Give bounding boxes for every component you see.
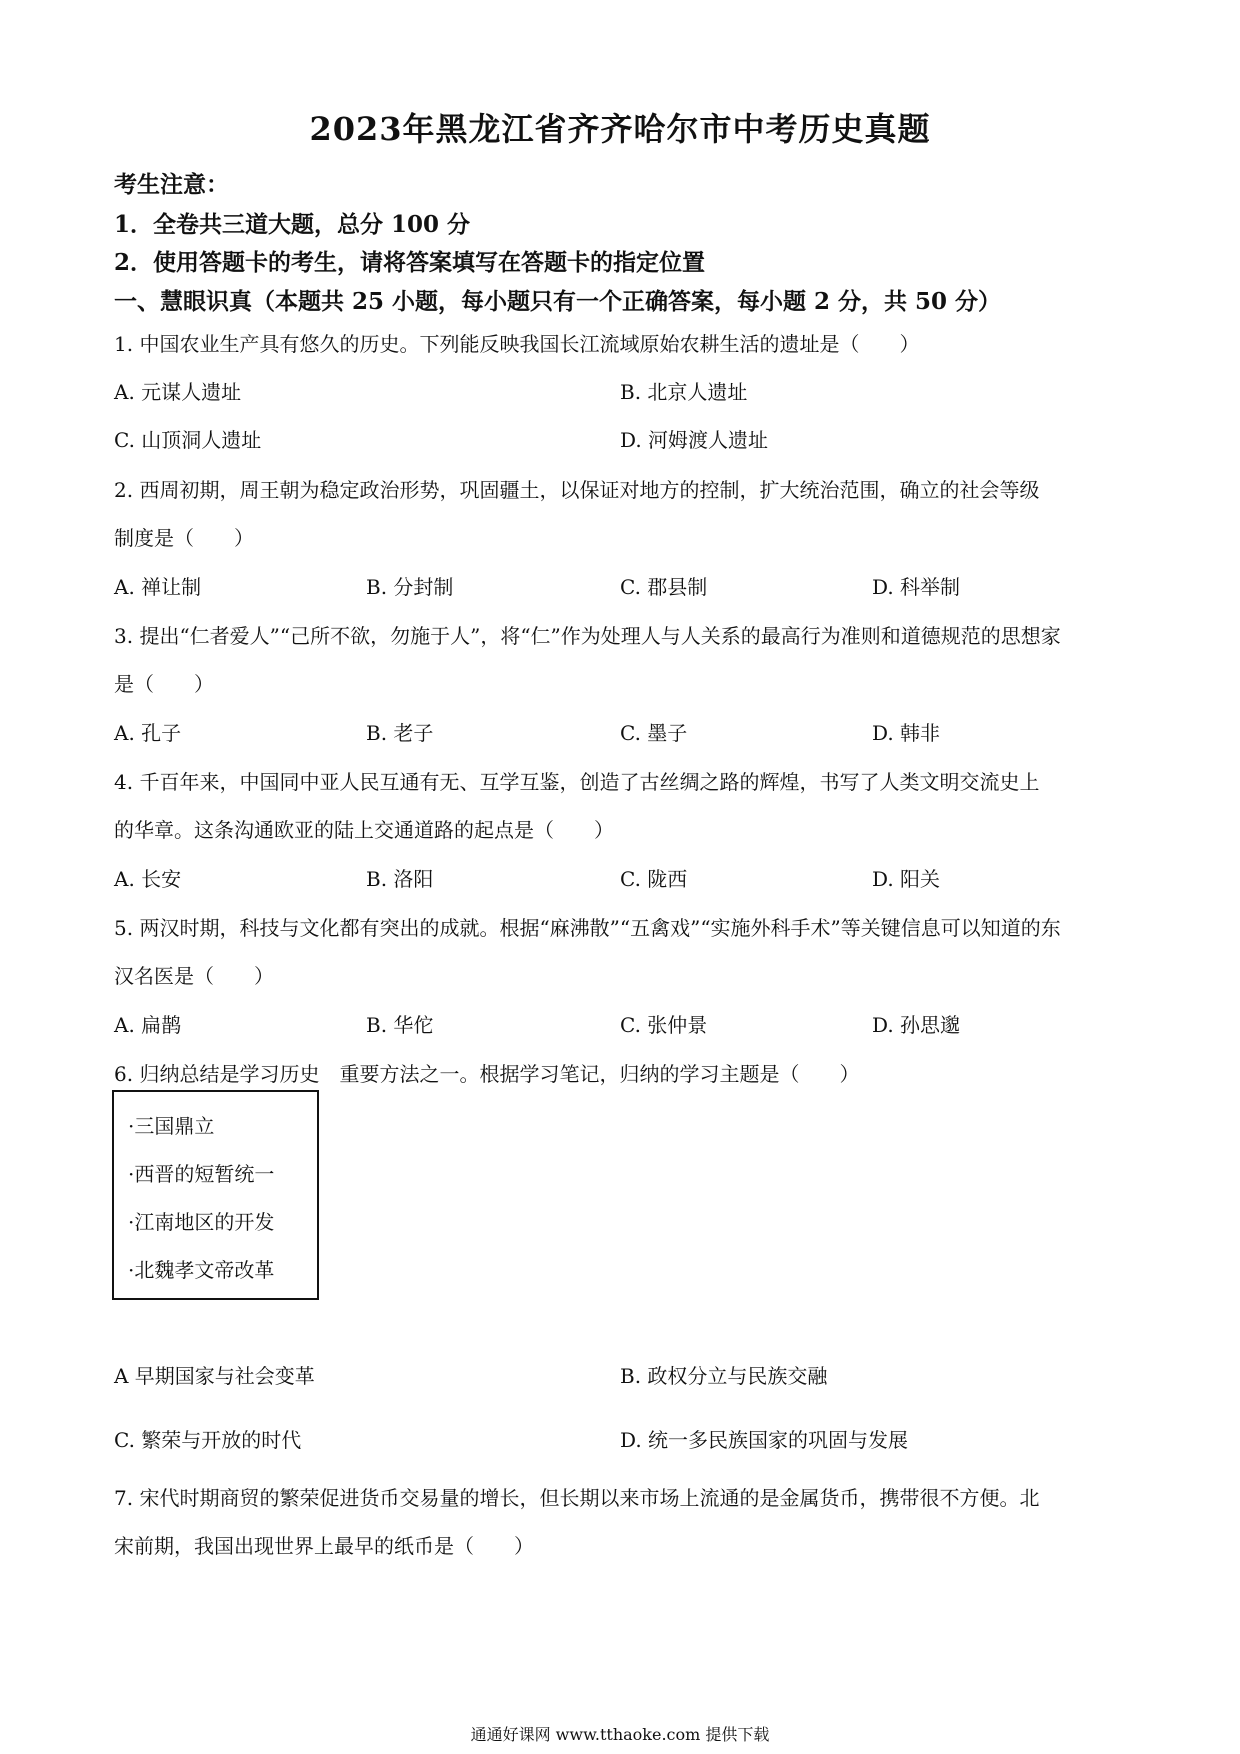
page-footer: 通通好课网 www.tthaoke.com 提供下载: [470, 1725, 770, 1744]
question-7-cont: 宋前期，我国出现世界上最早的纸币是（ ）: [114, 1534, 534, 1558]
note-item: ·三国鼎立: [128, 1114, 215, 1138]
q4-option-d: D. 阳关: [872, 867, 941, 891]
note-item: ·北魏孝文帝改革: [128, 1258, 275, 1282]
q1-option-a: A. 元谋人遗址: [114, 380, 242, 404]
q6-option-a: A 早期国家与社会变革: [114, 1364, 315, 1388]
q5-option-b: B. 华佗: [366, 1013, 434, 1037]
q2-option-d: D. 科举制: [872, 575, 961, 599]
study-notes-box: [112, 1090, 319, 1300]
note-item: ·西晋的短暂统一: [128, 1162, 275, 1186]
q1-option-d: D. 河姆渡人遗址: [620, 428, 769, 452]
question-2: 2. 西周初期，周王朝为稳定政治形势，巩固疆土，以保证对地方的控制，扩大统治范围，确立的社会等级: [114, 478, 1040, 502]
page-title: 2023年黑龙江省齐齐哈尔市中考历史真题: [309, 110, 931, 148]
q1-option-b: B. 北京人遗址: [620, 380, 748, 404]
q4-option-b: B. 洛阳: [366, 867, 434, 891]
note-item: ·江南地区的开发: [128, 1210, 275, 1234]
q3-option-c: C. 墨子: [620, 721, 688, 745]
question-4: 4. 千百年来，中国同中亚人民互通有无、互学互鉴，创造了古丝绸之路的辉煌，书写了人类文明交流史上: [114, 770, 1040, 794]
question-4-cont: 的华章。这条沟通欧亚的陆上交通道路的起点是（ ）: [114, 818, 614, 842]
q4-option-c: C. 陇西: [620, 867, 688, 891]
question-6: 6. 归纳总结是学习历史 重要方法之一。根据学习笔记，归纳的学习主题是（ ）: [114, 1062, 860, 1086]
question-3-cont: 是（ ）: [114, 672, 214, 696]
q3-option-d: D. 韩非: [872, 721, 941, 745]
q1-option-c: C. 山顶洞人遗址: [114, 428, 262, 452]
q5-option-a: A. 扁鹊: [114, 1013, 182, 1037]
q3-option-a: A. 孔子: [114, 721, 182, 745]
q6-option-c: C. 繁荣与开放的时代: [114, 1428, 302, 1452]
q6-option-b: B. 政权分立与民族交融: [620, 1364, 828, 1388]
q5-option-c: C. 张仲景: [620, 1013, 708, 1037]
question-5: 5. 两汉时期，科技与文化都有突出的成就。根据“麻沸散”“五禽戏”“实施外科手术”等关键信息可以知道的东: [114, 916, 1061, 940]
q3-option-b: B. 老子: [366, 721, 434, 745]
q2-option-a: A. 禅让制: [114, 575, 202, 599]
question-5-cont: 汉名医是（ ）: [114, 964, 274, 988]
notice-heading: 考生注意：: [114, 171, 229, 198]
notice-item-1: 1．全卷共三道大题，总分 100 分: [114, 211, 471, 238]
notice-item-2: 2．使用答题卡的考生，请将答案填写在答题卡的指定位置: [114, 249, 706, 276]
q5-option-d: D. 孙思邈: [872, 1013, 961, 1037]
q2-option-c: C. 郡县制: [620, 575, 708, 599]
question-3: 3. 提出“仁者爱人”“己所不欲，勿施于人”，将“仁”作为处理人与人关系的最高行为准则和道德规范的思想家: [114, 624, 1061, 648]
q6-option-d: D. 统一多民族国家的巩固与发展: [620, 1428, 909, 1452]
question-2-cont: 制度是（ ）: [114, 526, 254, 550]
q4-option-a: A. 长安: [114, 867, 182, 891]
section-heading: 一、慧眼识真（本题共 25 小题，每小题只有一个正确答案，每小题 2 分，共 50 分）: [114, 288, 1002, 315]
question-7: 7. 宋代时期商贸的繁荣促进货币交易量的增长，但长期以来市场上流通的是金属货币，携带很不方便。北: [114, 1486, 1040, 1510]
question-1: 1. 中国农业生产具有悠久的历史。下列能反映我国长江流域原始农耕生活的遗址是（ ）: [114, 332, 920, 356]
q2-option-b: B. 分封制: [366, 575, 454, 599]
